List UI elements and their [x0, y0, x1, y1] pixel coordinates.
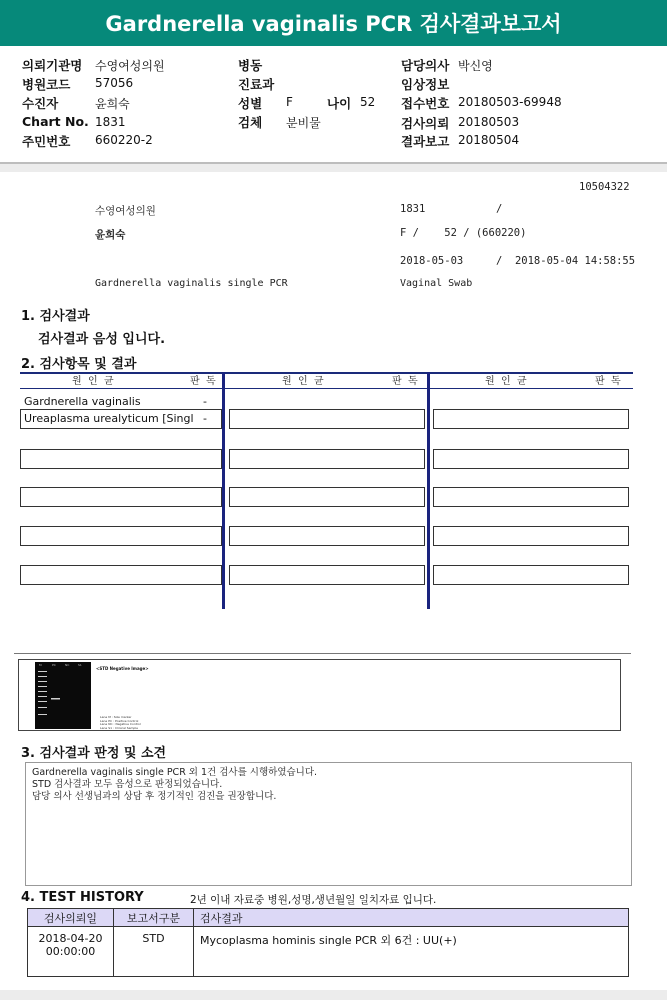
- report-id: 10504322: [579, 181, 630, 193]
- result-cell: [20, 565, 222, 585]
- result-cell: [433, 487, 629, 507]
- result-cell: [433, 449, 629, 469]
- history-col-date: 검사의뢰일: [28, 909, 114, 927]
- patient-name: 윤희숙: [95, 229, 126, 241]
- opinion-box: [25, 762, 632, 886]
- hosp-code-label: 병원코드: [22, 77, 71, 92]
- history-col-type: 보고서구분: [114, 909, 194, 927]
- history-col-result: 검사결과: [194, 909, 629, 927]
- result-cell: [433, 409, 629, 429]
- section1-result: 검사결과 음성 입니다.: [38, 332, 166, 347]
- col-pathogen-1: 원 인 균: [72, 376, 114, 387]
- request-label: 검사의뢰: [401, 116, 450, 131]
- specimen-type: Vaginal Swab: [400, 278, 473, 289]
- doctor-label: 담당의사: [401, 58, 450, 73]
- report-title: Gardnerella vaginalis PCR 검사결과보고서: [0, 0, 667, 46]
- gel-legend: [100, 716, 141, 730]
- section1-title: 1. 검사결과: [21, 309, 90, 324]
- opinion-line: Gardnerella vaginalis single PCR 외 1건 검사를 시행하였습니다.: [32, 767, 318, 778]
- report-date-value: 20180504: [458, 133, 520, 147]
- results-table-header: [20, 372, 633, 389]
- sex-label: 성별: [238, 96, 263, 111]
- history-date-cell: [28, 927, 114, 977]
- section4-title: 4. TEST HISTORY: [21, 890, 144, 905]
- age-value: 52: [360, 95, 376, 109]
- rrn-label: 주민번호: [22, 134, 71, 149]
- result-cell: [20, 449, 222, 469]
- section2-title: 2. 검사항목 및 결과: [21, 357, 137, 372]
- history-header-row: [28, 909, 629, 927]
- sex-value: F: [286, 95, 293, 109]
- col-judgement-2: 판 독: [392, 376, 418, 387]
- hosp-code-value: 57056: [95, 76, 134, 90]
- gel-electrophoresis-image: [35, 662, 91, 729]
- history-date: 2018-04-20: [38, 932, 103, 945]
- result-cell: [433, 526, 629, 546]
- opinion-line: 담당 의사 선생님과의 상담 후 정기적인 검진을 권장합니다.: [32, 791, 277, 802]
- column-divider: [222, 372, 225, 609]
- receipt-label: 접수번호: [401, 96, 450, 111]
- pathogen-result: -: [203, 412, 207, 425]
- report-date-label: 결과보고: [401, 134, 450, 149]
- inst-label: 의뢰기관명: [22, 58, 83, 73]
- report-paper: [0, 172, 667, 990]
- inst-value: 수영여성의원: [95, 59, 165, 73]
- clinical-label: 임상정보: [401, 77, 450, 92]
- lane-label: PC: [52, 663, 56, 667]
- chart-slash: /: [496, 203, 503, 215]
- sex-age: F / 52 / (660220): [400, 227, 527, 239]
- request-value: 20180503: [458, 115, 520, 129]
- pathogen-name: Gardnerella vaginalis: [24, 395, 141, 408]
- result-cell: [229, 409, 425, 429]
- lane-label: S1: [78, 663, 82, 667]
- inst-name: 수영여성의원: [95, 205, 156, 217]
- pathogen-result: -: [203, 395, 207, 408]
- result-cell: [20, 487, 222, 507]
- specimen-label: 검체: [238, 115, 263, 130]
- result-cell: [229, 565, 425, 585]
- gel-legend-item: Lane PC : Positive Control: [100, 718, 139, 723]
- date-reported: / 2018-05-04 14:58:55: [496, 255, 636, 267]
- receipt-value: 20180503-69948: [458, 95, 562, 109]
- col-judgement-3: 판 독: [595, 376, 621, 387]
- gel-legend-item: Lane NC : Negative Control: [100, 722, 141, 727]
- lane-label: NC: [65, 663, 70, 667]
- doctor-value: 박신영: [458, 59, 493, 73]
- col-judgement-1: 판 독: [190, 376, 216, 387]
- dept-label: 진료과: [238, 77, 275, 92]
- section3-title: 3. 검사결과 판정 및 소견: [21, 746, 167, 761]
- col-pathogen-3: 원 인 균: [485, 376, 527, 387]
- gel-legend-item: Lane M : Size marker: [100, 715, 132, 719]
- history-result: Mycoplasma hominis single PCR 외 6건 : UU(+): [194, 927, 629, 977]
- patient-label: 수진자: [22, 96, 59, 111]
- result-cell: [229, 449, 425, 469]
- column-divider: [427, 372, 430, 609]
- result-cell: [229, 487, 425, 507]
- history-table: [27, 908, 629, 977]
- history-time: 00:00:00: [45, 945, 96, 958]
- patient-info-header: [0, 46, 667, 164]
- chart-no: 1831: [400, 203, 426, 215]
- chart-label: Chart No.: [22, 114, 89, 129]
- ward-label: 병동: [238, 58, 263, 73]
- opinion-line: STD 검사결과 모두 음성으로 판정되었습니다.: [32, 779, 223, 790]
- date-received: 2018-05-03: [400, 255, 464, 267]
- lane-label: M: [39, 663, 42, 667]
- specimen-value: 분비물: [286, 116, 321, 130]
- chart-value: 1831: [95, 115, 126, 129]
- gel-legend-item: Lane S1 : Clinical Sample: [100, 725, 138, 730]
- history-note: 2년 이내 자료중 병원,성명,생년월일 일치자료 입니다.: [190, 894, 437, 906]
- age-label: 나이: [327, 96, 352, 111]
- result-cell: [433, 565, 629, 585]
- result-cell: [229, 526, 425, 546]
- gel-caption: <STD Negative Image>: [96, 666, 149, 671]
- history-type: STD: [114, 927, 194, 977]
- result-cell: [20, 526, 222, 546]
- patient-value: 윤희숙: [95, 97, 130, 111]
- test-name: Gardnerella vaginalis single PCR: [95, 278, 288, 289]
- pathogen-name: Ureaplasma urealyticum [Singl: [24, 412, 194, 425]
- col-pathogen-2: 원 인 균: [282, 376, 324, 387]
- result-cell: [20, 409, 222, 429]
- table-row[interactable]: [28, 927, 629, 977]
- rrn-value: 660220-2: [95, 133, 153, 147]
